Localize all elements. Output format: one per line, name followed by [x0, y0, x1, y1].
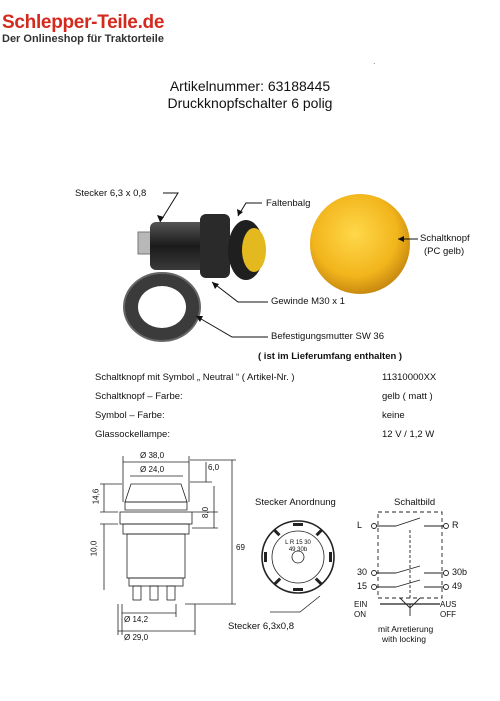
schematic-title: Schaltbild [394, 497, 436, 508]
label-button-material: (PC gelb) [424, 246, 465, 257]
connector-arrangement [262, 521, 334, 612]
label-button: Schaltknopf [420, 233, 470, 244]
connector-pin-labels: L R 15 30 49 30b [285, 540, 311, 553]
product-name: Druckknopfschalter 6 polig [167, 95, 333, 111]
spec-value: keine [382, 410, 405, 421]
dim-d24: Ø 24,0 [140, 465, 165, 474]
schematic-49: 49 [452, 581, 463, 591]
schematic-30b: 30b [452, 567, 468, 577]
spec-label: Glassockellampe: [95, 429, 170, 440]
schematic-ein: EIN [354, 600, 368, 609]
dim-h69: 69 [236, 543, 245, 552]
dim-h14: 14,6 [91, 488, 101, 505]
stray-dot: . [373, 56, 376, 66]
spec-label: Schaltknopf – Farbe: [95, 391, 183, 402]
dim-d38: Ø 38,0 [140, 451, 165, 460]
label-bellows: Faltenbalg [266, 198, 311, 209]
spec-label: Schaltknopf mit Symbol „ Neutral “ ( Artikel-Nr. ) [95, 372, 295, 383]
dim-h10: 10,0 [89, 540, 99, 557]
spec-value: 11310000XX [382, 372, 437, 383]
dim-h8: 8,0 [201, 506, 211, 519]
yellow-knob-photo [310, 194, 410, 294]
schematic-30: 30 [357, 567, 368, 577]
schematic-L: L [357, 520, 363, 530]
connector-terminal-label: Stecker 6,3x0,8 [228, 621, 295, 632]
site-tagline: Der Onlineshop für Traktorteile [2, 33, 164, 45]
article-number: Artikelnummer: 63188445 [169, 78, 331, 94]
label-plug: Stecker 6,3 x 0,8 [75, 188, 147, 199]
label-nut: Befestigungsmutter SW 36 [271, 331, 384, 342]
dimension-drawing [100, 456, 236, 635]
schematic-R: R [452, 520, 459, 530]
dim-d14: Ø 14,2 [124, 615, 149, 624]
spec-value: gelb ( matt ) [382, 391, 433, 402]
dim-d29: Ø 29,0 [124, 633, 149, 642]
label-thread: Gewinde M30 x 1 [271, 296, 345, 307]
schematic-off: OFF [440, 610, 456, 619]
site-logo[interactable]: Schlepper-Teile.de [2, 12, 165, 33]
nut-photo [124, 273, 200, 341]
label-included: ( ist im Lieferumfang enthalten ) [258, 351, 403, 362]
spec-value: 12 V / 1,2 W [382, 429, 435, 440]
schematic-on: ON [354, 610, 366, 619]
schematic-diagram [372, 512, 449, 616]
connector-title: Stecker Anordnung [255, 497, 336, 508]
schematic-aus: AUS [440, 600, 457, 609]
dim-h6: 6,0 [208, 463, 220, 472]
schematic-15: 15 [357, 581, 368, 591]
spec-label: Symbol – Farbe: [95, 410, 165, 421]
schematic-locking-de: mit Arretierung [378, 624, 434, 634]
switch-photo [138, 214, 266, 280]
schematic-locking-en: with locking [382, 634, 426, 644]
